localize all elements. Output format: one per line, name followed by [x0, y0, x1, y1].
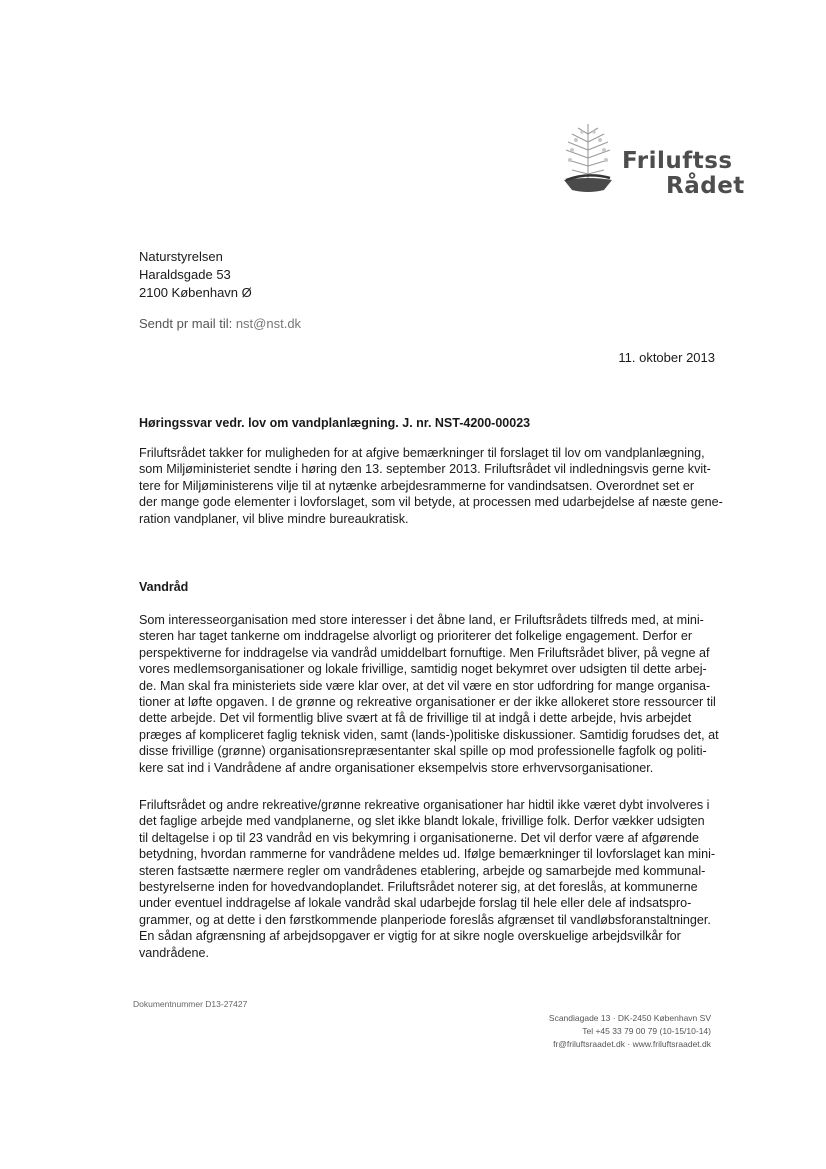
- text-line: dette arbejde. Det vil formentlig blive svært at få de frivillige til at indgå i dette arbejde, hvis arbejdet: [139, 711, 692, 726]
- footer-address: Scandiagade 13 · DK-2450 København SV: [548, 1013, 711, 1023]
- sent-by-mail: [139, 316, 301, 331]
- text-line: steren har taget tankerne om inddragelse alvorligt og prioriterer det folkelige engagement. Derfor er: [139, 629, 693, 644]
- text-line: det faglige arbejde med vandplanerne, og slet ikke blandt lokale, frivillige folk. Derfor vækker udsigten: [139, 814, 705, 829]
- text-line: der mange gode elementer i lovforslaget, som vil betyde, at processen med udarbejdelse af næste gene-: [139, 495, 723, 510]
- text-line: bestyrelserne inden for hovedvandoplandet. Friluftsrådet noterer sig, at det foreslås, at kommunerne: [139, 880, 698, 895]
- text-line: vandrådene.: [139, 945, 210, 960]
- footer-contact: [549, 1012, 711, 1051]
- text-line: som Miljøministeriet sendte i høring den 13. september 2013. Friluftsrådet vil indledningsvis gerne kvit-: [139, 462, 711, 477]
- section-heading: Vandråd: [139, 580, 189, 594]
- logo-wordmark-line2: Rådet: [666, 173, 745, 199]
- friluftsraadet-logo: [556, 120, 746, 204]
- sent-email: nst@nst.dk: [235, 316, 302, 331]
- text-line: de. Man skal fra ministeriets side være klar over, at det vil være en stor udfordring for mange organisa-: [139, 678, 711, 693]
- footer-phone: Tel +45 33 79 00 79 (10-15/10-14): [582, 1026, 711, 1036]
- text-line: vores medlemsorganisationer og lokale frivillige, samtidig noget bekymret over udsigten til dette arbej-: [139, 662, 707, 677]
- text-line: Friluftsrådet og andre rekreative/grønne rekreative organisationer har hidtil ikke været dybt involveres i: [139, 798, 710, 812]
- text-line: præges af kompliceret faglig teknisk viden, samt (lands-)politiske diskussioner. Samtidig forudses det, at: [139, 727, 719, 742]
- intro-paragraph: [139, 445, 721, 527]
- text-line: til deltagelse i op til 23 vandråd en vis bekymring i organisationerne. Det vil derfor være af afgørende: [139, 830, 700, 845]
- text-line: betydning, hvordan rammerne for vandrådene meldes ud. Ifølge bemærkninger til lovforslaget kan mini-: [139, 847, 716, 862]
- text-line: grammer, og at dette i den førstkommende planperiode foreslås afgrænset til vandløbsforanstaltninger.: [139, 912, 711, 927]
- text-line: steren fastsætte nærmere regler om vandrådenes etablering, arbejde og samarbejde med kommunal-: [139, 863, 706, 878]
- recipient-name: Naturstyrelsen: [139, 249, 223, 264]
- logo-wordmark-line1: Friluftss: [622, 148, 733, 174]
- recipient-street: Haraldsgade 53: [139, 267, 231, 282]
- section-paragraph-1: [139, 612, 721, 776]
- text-line: Friluftsrådet takker for muligheden for at afgive bemærkninger til forslaget til lov om vandplanlægning,: [139, 446, 705, 460]
- text-line: tioner at løfte opgaven. I de grønne og rekreative organisationer er der ikke allokeret store ressourcer til: [139, 695, 716, 710]
- document-number: Dokumentnummer D13-27427: [133, 999, 248, 1009]
- text-line: kere sat ind i Vandrådene af andre organisationer eksempelvis store erhvervsorganisationer.: [139, 760, 654, 775]
- footer-email-web: fr@friluftsraadet.dk · www.friluftsraadet.dk: [553, 1039, 711, 1049]
- text-line: En sådan afgrænsning af arbejdsopgaver er vigtig for at sikre nogle overskuelige arbejdsvilkår for: [139, 929, 681, 944]
- recipient-city: 2100 København Ø: [139, 285, 252, 300]
- text-line: disse frivillige (grønne) organisationsrepræsentanter skal spille op mod professionelle fagfolk og politi-: [139, 744, 707, 759]
- sent-label: Sendt pr mail til:: [139, 316, 233, 331]
- letter-date: 11. oktober 2013: [618, 350, 715, 365]
- section-paragraph-2: [139, 797, 721, 961]
- letter-subject: Høringssvar vedr. lov om vandplanlægning. J. nr. NST-4200-00023: [139, 416, 531, 430]
- text-line: perspektiverne for inddragelse via vandråd umiddelbart fornuftige. Men Friluftsrådet bliver, på vegne af: [139, 645, 710, 660]
- text-line: tere for Miljøministerens vilje til at nytænke arbejdesrammerne for vandindsatsen. Overordnet set er: [139, 478, 695, 493]
- text-line: Som interesseorganisation med store interesser i det åbne land, er Friluftsrådets tilfreds med, at mini-: [139, 613, 704, 627]
- text-line: ration vandplaner, vil blive mindre bureaukratisk.: [139, 511, 409, 526]
- tree-landscape-icon: [556, 120, 620, 204]
- recipient-address: [139, 248, 252, 302]
- text-line: under eventuel inddragelse af lokale vandråd skal udarbejde forslag til hele eller dele af indsatspro-: [139, 896, 692, 911]
